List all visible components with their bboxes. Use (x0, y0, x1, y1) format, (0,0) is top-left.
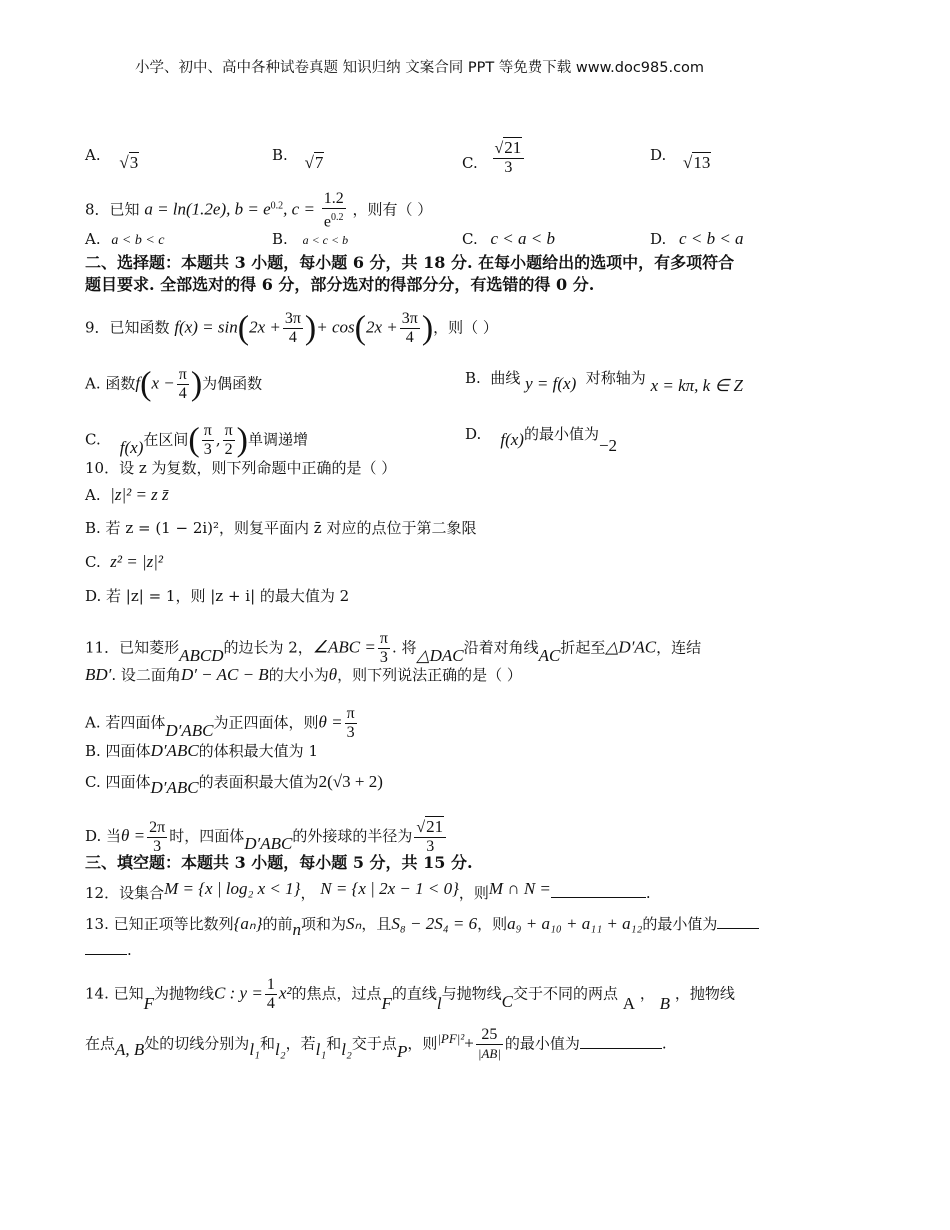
fraction: $\frac{1}{4}$ (266, 976, 275, 1012)
math-expr: , c = (283, 199, 315, 219)
exponent: 0.2 (270, 200, 284, 212)
fraction: $\frac{√21}{3}$ (493, 139, 525, 177)
page-header: 小学、初中、高中各种试卷真题 知识归纳 文案合同 PPT 等免费下载 www.doc985.com (135, 60, 705, 76)
question-number: 9．已知函数 (85, 318, 170, 337)
answer-blank-cont[interactable] (85, 942, 127, 955)
q7-option-c (462, 138, 526, 183)
question-tail: ，则有（ ） (352, 200, 433, 219)
option-label: D. (650, 146, 667, 164)
question-14-line2: 在点A, B处的切线分别为l₁和l₂，若l₁和l₂交于点P，则|PF|²+ $\frac{25}{|AB|}$ 的最小值为 . (85, 1026, 667, 1061)
fraction: $\frac{2\pi}{3}$ (149, 818, 166, 855)
q10-option-a: A. |z|² = z z̄ (85, 485, 169, 504)
q8-option-c: C. c < a < b (462, 229, 555, 248)
q10-option-c: C. z² = |z|² (85, 552, 164, 571)
fraction: $\frac{\pi}{3}$ (379, 630, 388, 666)
math-expr: a = ln(1.2e) (144, 199, 227, 219)
fraction: $\frac{√21}{3}$ (414, 818, 446, 856)
fraction: $\frac{25}{|AB|}$ (477, 1026, 501, 1061)
fraction: $\frac{\pi}{2}$ (224, 422, 233, 458)
q11-option-d: D. 当θ = $\frac{2\pi}{3}$ 时，四面体D′ABC的外接球的半径为 $\frac{√21}{3}$ (85, 818, 448, 856)
q9-option-a: A. 函数f(x − $\frac{\pi}{4}$ )为偶函数 (85, 365, 263, 403)
math-expr: , b = e (226, 199, 271, 219)
question-13: 13. 已知正项等比数列{aₙ}的前n项和为Sₙ，且S₈ − 2S₄ = 6，则a₉ + a₁₀ + a₁₁ + a₁₂的最小值为 (85, 914, 759, 934)
fraction: $\frac{3\pi}{4}$ (284, 310, 301, 346)
question-number: 8．已知 (85, 200, 140, 219)
q11-option-b: B. 四面体D′ABC的体积最大值为 1 (85, 741, 318, 760)
math-expr: f(x) = sin (174, 317, 238, 337)
q8-option-a: A. a < b < c (85, 230, 165, 248)
option-label: B. (272, 146, 288, 164)
question-9-stem: 9．已知函数 f(x) = sin(2x + $\frac{3\pi}{4}$ )+ cos(2x + $\frac{3\pi}{4}$ )，则（ ） (85, 309, 498, 347)
answer-blank[interactable] (551, 885, 646, 898)
fraction: $\frac{3\pi}{4}$ (401, 310, 418, 346)
q9-option-c: C. f(x)在区间( $\frac{\pi}{3}$ , $\frac{\pi}{2}$ )单调递增 (85, 421, 309, 459)
q7-option-b (272, 145, 324, 172)
section-3-heading: 三、填空题：本题共 3 小题，每小题 5 分，共 15 分. (85, 853, 473, 872)
option-label: A. (85, 146, 101, 164)
q9-option-d: D. f(x)的最小值为−2 (465, 425, 618, 455)
fraction: $\frac{\pi}{3}$ (346, 705, 355, 741)
q10-option-d: D. 若 |z| = 1，则 |z + i| 的最大值为 2 (85, 587, 350, 605)
q11-option-c: C. 四面体D′ABC的表面积最大值为2(√3 + 2) (85, 772, 383, 797)
question-10-stem: 10．设 z 为复数，则下列命题中正确的是（ ） (85, 459, 397, 477)
section-2-heading: 二、选择题：本题共 3 小题，每小题 6 分，共 18 分. 在每小题给出的选项中，有多项符合 (85, 253, 735, 272)
sqrt-expr: √7 (304, 153, 324, 172)
q8-option-d: D. c < b < a (650, 229, 744, 248)
fraction: $\frac{1.2}{e^{0.2}}$ (323, 190, 344, 231)
sqrt-expr: √13 (683, 153, 711, 172)
question-11-stem-line2: BD′. 设二面角D′ − AC − B的大小为θ，则下列说法正确的是（ ） (85, 665, 522, 684)
q11-option-a: A. 若四面体D′ABC为正四面体，则θ = $\frac{\pi}{3}$ (85, 705, 355, 741)
q7-option-a (85, 145, 139, 172)
sqrt-expr: √3 (119, 153, 139, 172)
question-14-line1: 14. 已知F为抛物线C : y = $\frac{1}{4}$ x²的焦点，过点F的直线l与抛物线C交于不同的两点 A ， B ，抛物线 (85, 976, 735, 1013)
q8-option-b: B. a < c < b (272, 230, 349, 248)
q9-option-b: B. 曲线 y = f(x) 对称轴为 x = kπ, k ∈ Z (465, 369, 743, 395)
fraction: $\frac{\pi}{4}$ (178, 366, 187, 402)
q10-option-b: B. 若 z = (1 − 2i)²，则复平面内 z̄ 对应的点位于第二象限 (85, 519, 477, 537)
question-8-stem (85, 190, 432, 231)
question-11-stem-line1: 11．已知菱形ABCD的边长为 2，∠ABC = $\frac{\pi}{3}$ . 将△DAC沿着对角线AC折起至△D′AC，连结 (85, 630, 702, 666)
answer-blank[interactable] (717, 916, 759, 929)
answer-blank[interactable] (580, 1036, 662, 1049)
q7-option-d (650, 145, 711, 172)
section-2-heading-cont: 题目要求. 全部选对的得 6 分，部分选对的得部分分，有选错的得 0 分. (85, 275, 595, 294)
fraction: $\frac{\pi}{3}$ (203, 422, 212, 458)
question-13-cont: . (85, 940, 132, 960)
option-label: C. (462, 154, 478, 172)
question-12: 12．设集合M = {x | log₂ x < 1}， N = {x | 2x − 1 < 0}，则M ∩ N = . (85, 879, 651, 902)
